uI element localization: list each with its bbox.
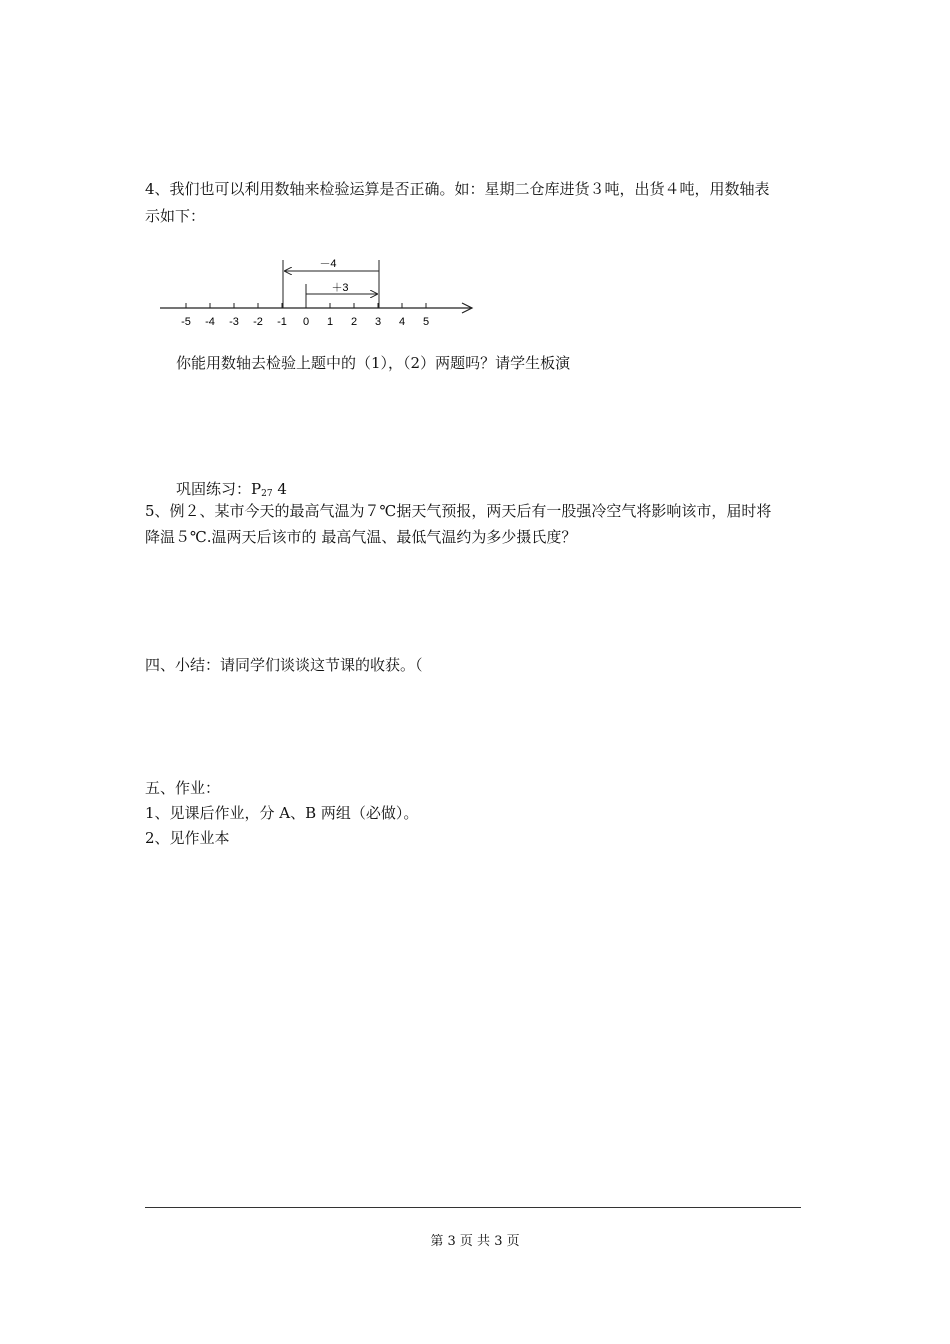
tick-label: -5 <box>181 316 191 328</box>
tick-label: -1 <box>277 316 287 328</box>
paragraph-4-line-1: 4、我们也可以利用数轴来检验运算是否正确。如：星期二仓库进货３吨，出货４吨，用数轴表 <box>145 180 770 198</box>
tick-label: 3 <box>374 316 382 328</box>
tick-label: -4 <box>205 316 215 328</box>
paragraph-5-line-1: 5、例２、某市今天的最高气温为７℃据天气预报，两天后有一股强冷空气将影响该市，届时将 <box>145 502 772 520</box>
tick-label: 4 <box>398 316 406 328</box>
tick-label: 0 <box>302 316 310 328</box>
homework-item-2: 2、见作业本 <box>145 829 230 847</box>
tick-label: 1 <box>326 316 334 328</box>
tick-label: 5 <box>422 316 430 328</box>
plus-3-label: ＋3 <box>331 282 349 294</box>
paragraph-5-line-2: 降温５℃.温两天后该市的 最高气温、最低气温约为多少摄氏度？ <box>145 528 577 546</box>
footer-divider <box>145 1207 801 1208</box>
paragraph-4-line-2: 示如下： <box>145 207 206 225</box>
page-footer: 第 3 页 共 3 页 <box>430 1234 520 1249</box>
tick-label: -3 <box>229 316 239 328</box>
question-text: 你能用数轴去检验上题中的（1），（2）两题吗？请学生板演 <box>176 354 571 372</box>
tick-label: 2 <box>350 316 358 328</box>
number-line-diagram <box>150 250 490 330</box>
homework-title: 五、作业： <box>145 779 221 797</box>
summary-heading: 四、小结：请同学们谈谈这节课的收获。（ <box>145 656 423 674</box>
homework-item-1: 1、见课后作业，分 A、B 两组（必做）。 <box>145 804 419 822</box>
tick-label: -2 <box>253 316 263 328</box>
minus-4-label: －4 <box>319 258 337 270</box>
practice-text: 巩固练习：$P_{27}$ 4 <box>176 480 287 499</box>
